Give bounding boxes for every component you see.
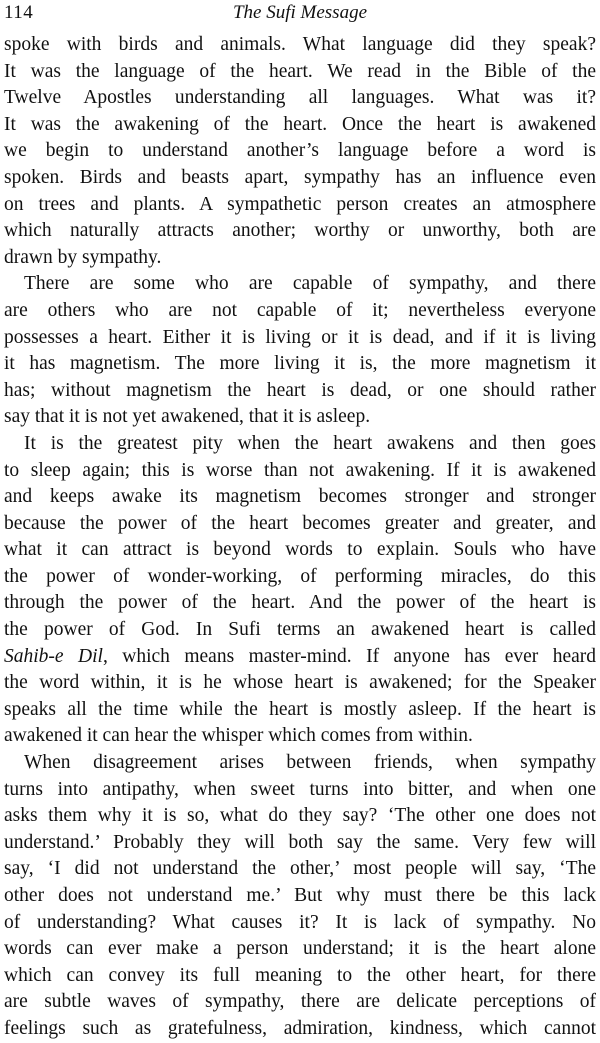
text-line: other does not understand me.’ But why must there be this lack [4, 885, 596, 906]
text-line: say, ‘I did not understand the other,’ most people will say, ‘The [4, 858, 596, 880]
text-line: of understanding? What causes it? It is lack of sympathy. No [4, 911, 596, 933]
running-title: The Sufi Message [232, 2, 368, 23]
text-line: the power of wonder-working, of performing miracles, do this [4, 565, 596, 587]
text-line: and keeps awake its magnetism becomes stronger and stronger [4, 486, 596, 508]
text-line: we begin to understand another’s language before a word is [4, 140, 596, 162]
text-fragment: , which means master-mind. If anyone has ever heard [102, 645, 597, 667]
text-line: are subtle waves of sympathy, there are delicate perceptions of [4, 991, 596, 1013]
text-line: possesses a heart. Either it is living or it is dead, and if it is living [4, 326, 596, 348]
text-line: turns into antipathy, when sweet turns into bitter, and when one [4, 778, 596, 800]
text-line: has; without magnetism the heart is dead, or one should rather [4, 379, 596, 401]
text-line: on trees and plants. A sympathetic person creates an atmosphere [4, 193, 596, 215]
italic-term: Sahib-e Dil [4, 645, 103, 667]
text-line: There are some who are capable of sympathy, and there [24, 273, 596, 295]
text-line: to sleep again; this is worse than not awakening. If it is awakened [4, 459, 596, 481]
text-line: asks them why it is so, what do they say? ‘The other one does not [4, 805, 596, 827]
text-line: what it can attract is beyond words to explain. Souls who have [4, 539, 596, 561]
text-line: feelings such as gratefulness, admiration, kindness, which cannot [4, 1017, 596, 1039]
text-line: It was the language of the heart. We read in the Bible of the [4, 60, 596, 82]
body-text [4, 32, 596, 1043]
text-line: understand.’ Probably they will both say the same. Very few will [4, 831, 596, 853]
text-line: speaks all the time while the heart is mostly asleep. If the heart is [4, 698, 596, 720]
text-line: are others who are not capable of it; nevertheless everyone [4, 299, 596, 321]
text-line: through the power of the heart. And the power of the heart is [4, 592, 596, 614]
text-line: When disagreement arises between friends, when sympathy [24, 752, 596, 774]
text-line: awakened it can hear the whisper which comes from within. [4, 725, 473, 747]
text-line-with-italic [4, 644, 596, 671]
page-header [4, 2, 596, 28]
text-line: spoken. Birds and beasts apart, sympathy has an influence even [4, 166, 596, 188]
text-line: It is the greatest pity when the heart awakens and then goes [24, 432, 596, 454]
text-line: drawn by sympathy. [4, 246, 162, 268]
page-number: 114 [4, 2, 34, 23]
text-line: which naturally attracts another; worthy or unworthy, both are [4, 220, 596, 242]
text-line: spoke with birds and animals. What language did they speak? [4, 34, 596, 55]
text-line: words can ever make a person understand; it is the heart alone [4, 938, 596, 960]
text-line: the power of God. In Sufi terms an awakened heart is called [4, 619, 596, 641]
text-line: say that it is not yet awakened, that it is asleep. [4, 406, 371, 428]
text-line: Twelve Apostles understanding all languages. What was it? [4, 87, 596, 109]
text-line: the word within, it is he whose heart is awakened; for the Speaker [4, 672, 596, 694]
text-line: because the power of the heart becomes greater and greater, and [4, 512, 596, 534]
text-line: It was the awakening of the heart. Once the heart is awakened [4, 113, 596, 135]
text-line: it has magnetism. The more living it is, the more magnetism it [4, 353, 596, 375]
text-line: which can convey its full meaning to the other heart, for there [4, 964, 596, 986]
